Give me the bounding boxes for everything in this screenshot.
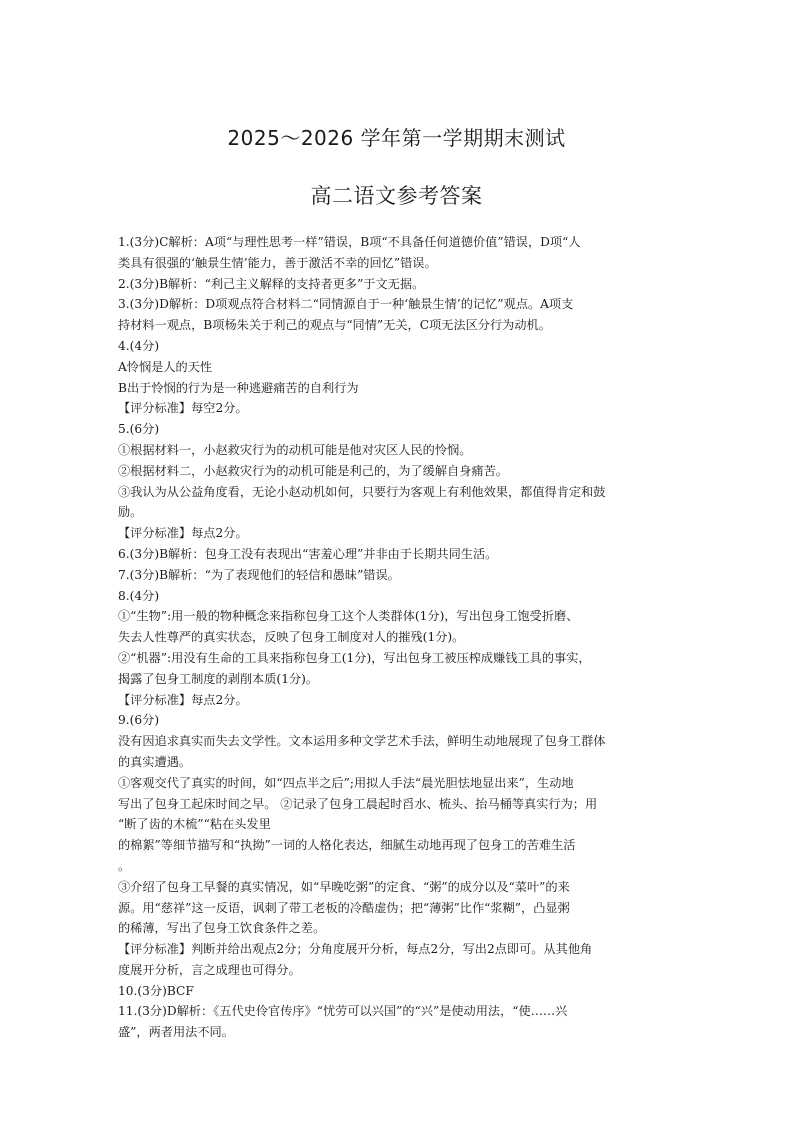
answer-line: ①客观交代了真实的时间，如“四点半之后”;用拟人手法“晨光胆怯地显出来”，生动地 bbox=[118, 775, 574, 790]
answer-line: 揭露了包身工制度的剥削本质(1分)。 bbox=[118, 671, 319, 686]
answer-line: 7.(3分)B解析：“为了表现他们的轻信和愚昧”错误。 bbox=[118, 567, 400, 582]
answer-line: 持材料一观点，B项杨朱关于利己的观点与“同情”无关，C项无法区分行为动机。 bbox=[118, 318, 551, 333]
answer-line: 8.(4分) bbox=[118, 588, 160, 603]
answer-line: 的棉絮”等细节描写和“执拗”一词的人格化表达，细腻生动地再现了包身工的苦难生活 bbox=[118, 838, 576, 853]
answer-body bbox=[118, 232, 688, 1043]
answer-line: 5.(6分) bbox=[118, 422, 160, 437]
answer-line: 2.(3分)B解析：“利己主义解释的支持者更多”于文无据。 bbox=[118, 276, 425, 291]
answer-line: ②根据材料二，小赵救灾行为的动机可能是利己的，为了缓解自身痛苦。 bbox=[118, 463, 508, 478]
exam-title: 2025～2026 学年第一学期期末测试 bbox=[227, 126, 566, 150]
answer-line: 。 bbox=[118, 858, 131, 873]
answer-line: 【评分标准】判断并给出观点2分；分角度展开分析，每点2分，写出2点即可。从其他角 bbox=[118, 942, 593, 957]
answer-line: 没有因追求真实而失去文学性。文本运用多种文学艺术手法，鲜明生动地展现了包身工群体 bbox=[118, 734, 606, 749]
answer-line: ①“生物”:用一般的物种概念来指称包身工这个人类群体(1分)，写出包身工饱受折磨、 bbox=[118, 609, 579, 624]
answer-line: ③我认为从公益角度看，无论小赵动机如何，只要行为客观上有利他效果，都值得肯定和鼓 bbox=[118, 484, 606, 499]
answer-line: 6.(3分)B解析：包身工没有表现出“害羞心理”并非由于长期共同生活。 bbox=[118, 546, 498, 561]
answer-line: 11.(3分)D解析：《五代史伶官传序》“忧劳可以兴国”的“兴”是使动用法，“使……兴 bbox=[118, 1004, 568, 1019]
answer-line: B出于怜悯的行为是一种逃避痛苦的自利行为 bbox=[118, 380, 359, 395]
answer-line: 源。用“慈祥”这一反语，讽刺了带工老板的冷酷虚伪；把“薄粥”比作“浆糊”，凸显粥 bbox=[118, 900, 570, 915]
answer-line: 【评分标准】每空2分。 bbox=[118, 401, 248, 416]
answer-line: 1.(3分)C解析：A项“与理性思考一样”错误，B项“不具备任何道德价值”错误，D项“人 bbox=[118, 235, 581, 249]
answer-line: 3.(3分)D解析：D项观点符合材料二“同情源自于一种‘触景生情’的记忆”观点。A项支 bbox=[118, 297, 574, 312]
answer-line: 励。 bbox=[118, 505, 143, 520]
answer-line: 失去人性尊严的真实状态，反映了包身工制度对人的摧残(1分)。 bbox=[118, 630, 465, 645]
answer-line: 度展开分析，言之成理也可得分。 bbox=[118, 962, 301, 977]
answer-line: “断了齿的木梳”“粘在头发里 bbox=[118, 817, 271, 832]
answer-line: 【评分标准】每点2分。 bbox=[118, 692, 248, 707]
answer-line: 4.(4分) bbox=[118, 338, 160, 353]
subject-title: 高二语文参考答案 bbox=[310, 184, 483, 208]
answer-line: 类具有很强的‘触景生情’能力，善于激活不幸的回忆”错误。 bbox=[118, 255, 437, 270]
answer-line: 写出了包身工起床时间之早。 ②记录了包身工晨起时舀水、梳头、抬马桶等真实行为；用 bbox=[118, 796, 598, 811]
answer-line: A怜悯是人的天性 bbox=[118, 359, 213, 374]
answer-line: 盛”，两者用法不同。 bbox=[118, 1025, 234, 1040]
answer-line: ②“机器”:用没有生命的工具来指称包身工(1分)，写出包身工被压榨成赚钱工具的事实， bbox=[118, 650, 591, 665]
answer-line: 【评分标准】每点2分。 bbox=[118, 526, 248, 541]
answer-line: ①根据材料一，小赵救灾行为的动机可能是他对灾区人民的怜悯。 bbox=[118, 442, 472, 457]
answer-line: 的稀薄，写出了包身工饮食条件之差。 bbox=[118, 921, 326, 936]
answer-line: 10.(3分)BCF bbox=[118, 983, 194, 998]
answer-line: 的真实遭遇。 bbox=[118, 754, 192, 769]
answer-line: 9.(6分) bbox=[118, 713, 160, 728]
answer-line: ③介绍了包身工早餐的真实情况，如“早晚吃粥”的定食、“粥”的成分以及“菜叶”的来 bbox=[118, 879, 570, 894]
